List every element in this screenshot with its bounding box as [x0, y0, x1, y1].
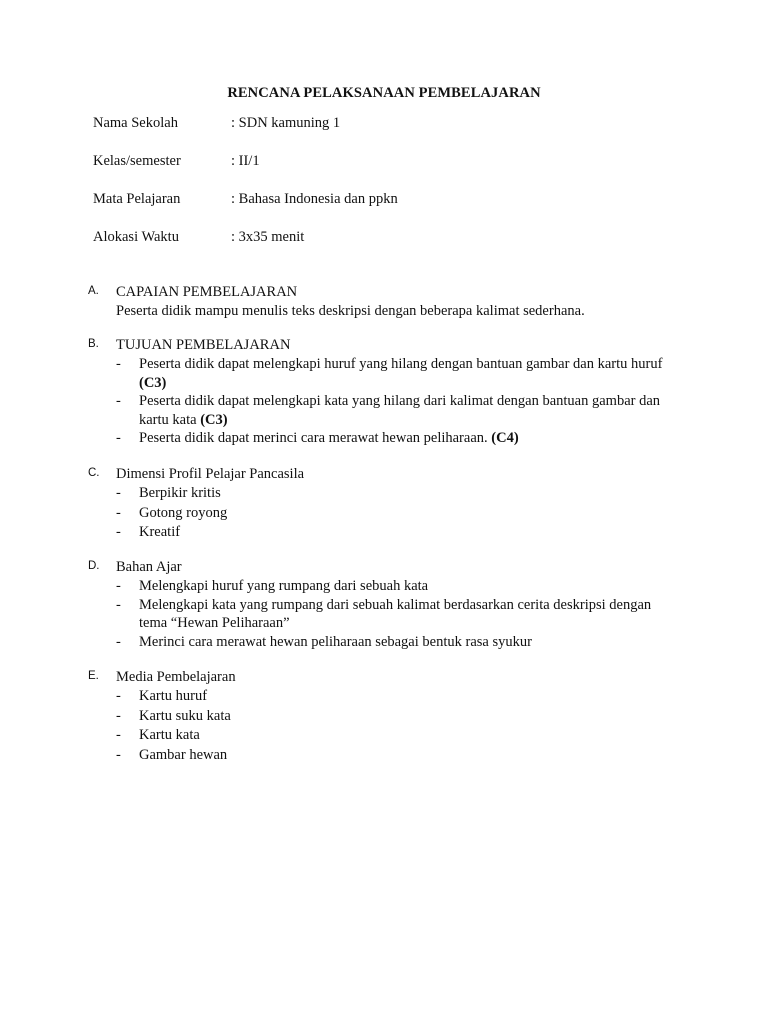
- section-e-body: [116, 668, 676, 765]
- section-e-list: [116, 687, 676, 765]
- list-item: [116, 726, 671, 746]
- list-item: [116, 523, 671, 543]
- section-d-heading: Bahan Ajar: [116, 559, 182, 575]
- section-d-list: [116, 577, 676, 651]
- section-a-body: [116, 283, 676, 321]
- bullet-dash: -: [116, 578, 121, 594]
- list-item: [116, 596, 671, 633]
- info-label-subject: Mata Pelajaran: [93, 191, 181, 207]
- info-value-time: : 3x35 menit: [231, 229, 305, 245]
- list-item-text: Gambar hewan: [139, 746, 228, 763]
- cognitive-level-tag: (C3): [200, 411, 228, 428]
- list-item-text: Melengkapi huruf yang rumpang dari sebuah kata: [139, 578, 429, 594]
- bullet-dash: -: [116, 485, 121, 501]
- list-item: [116, 504, 671, 524]
- bullet-dash: -: [116, 430, 121, 446]
- section-e-letter: E.: [88, 670, 99, 682]
- list-item-text: Kartu huruf: [139, 688, 208, 704]
- list-item-text: Gotong royong: [139, 504, 228, 521]
- section-c-heading: Dimensi Profil Pelajar Pancasila: [116, 466, 305, 482]
- bullet-dash: -: [116, 524, 121, 540]
- bullet-dash: -: [116, 688, 121, 704]
- info-value-class: : II/1: [231, 153, 260, 169]
- document-title: RENCANA PELAKSANAAN PEMBELAJARAN: [227, 85, 541, 101]
- section-b-list: [116, 355, 676, 448]
- list-item: [116, 429, 671, 448]
- section-b-body: [116, 336, 676, 448]
- info-label-school: Nama Sekolah: [93, 115, 178, 131]
- list-item-text: Melengkapi kata yang rumpang dari sebuah kalimat berdasarkan cerita deskripsi dengan tema “Hewan Peliharaan”: [139, 596, 652, 631]
- section-b-heading: TUJUAN PEMBELAJARAN: [116, 337, 291, 353]
- section-d-body: [116, 558, 676, 651]
- section-c-list: [116, 484, 676, 543]
- bullet-dash: -: [116, 727, 121, 743]
- section-c-letter: C.: [88, 467, 100, 479]
- bullet-dash: -: [116, 393, 121, 409]
- list-item: [116, 687, 671, 707]
- list-item-text: Peserta didik dapat merinci cara merawat hewan peliharaan.: [139, 430, 492, 446]
- list-item-text: Kreatif: [139, 524, 181, 540]
- bullet-dash: -: [116, 633, 121, 650]
- list-item: [116, 355, 671, 392]
- section-a-desc: Peserta didik mampu menulis teks deskripsi dengan beberapa kalimat sederhana.: [116, 303, 585, 319]
- section-c-body: [116, 465, 676, 543]
- list-item: [116, 577, 671, 596]
- info-value-school: : SDN kamuning 1: [231, 115, 341, 131]
- section-b-letter: B.: [88, 338, 99, 350]
- list-item-text: Peserta didik dapat melengkapi huruf yang hilang dengan bantuan gambar dan kartu huruf: [139, 356, 663, 372]
- bullet-dash: -: [116, 356, 121, 372]
- bullet-dash: -: [116, 596, 121, 613]
- bullet-dash: -: [116, 504, 121, 521]
- info-label-class: Kelas/semester: [93, 153, 181, 169]
- list-item-text: Kartu suku kata: [139, 707, 231, 724]
- list-item: [116, 633, 671, 652]
- list-item: [116, 746, 671, 766]
- bullet-dash: -: [116, 746, 121, 763]
- list-item-text: Kartu kata: [139, 727, 200, 743]
- section-a-letter: A.: [88, 285, 99, 297]
- section-a-heading: CAPAIAN PEMBELAJARAN: [116, 284, 298, 300]
- list-item-text: Merinci cara merawat hewan peliharaan sebagai bentuk rasa syukur: [139, 633, 532, 650]
- list-item: [116, 392, 671, 429]
- info-label-time: Alokasi Waktu: [93, 229, 179, 245]
- bullet-dash: -: [116, 707, 121, 724]
- cognitive-level-tag: (C4): [491, 430, 519, 446]
- info-value-subject: : Bahasa Indonesia dan ppkn: [231, 191, 398, 207]
- list-item-text: Berpikir kritis: [139, 485, 221, 501]
- cognitive-level-tag: (C3): [139, 374, 167, 391]
- section-d-letter: D.: [88, 560, 100, 572]
- section-e-heading: Media Pembelajaran: [116, 669, 236, 685]
- list-item-text: Peserta didik dapat melengkapi kata yang hilang dari kalimat dengan bantuan gambar dan kartu kata: [139, 393, 661, 428]
- list-item: [116, 484, 671, 504]
- list-item: [116, 707, 671, 727]
